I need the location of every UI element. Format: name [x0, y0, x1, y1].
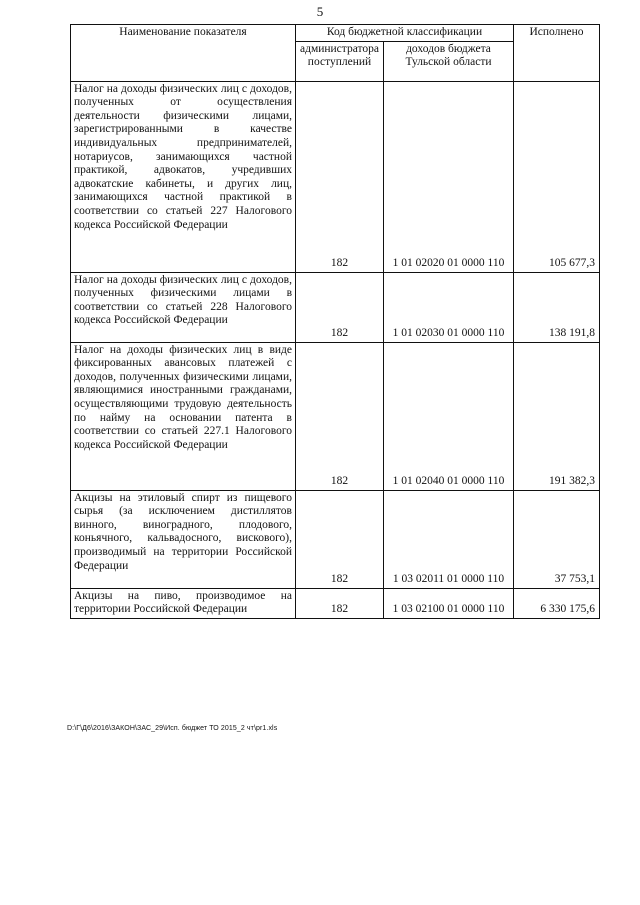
executed-value: 105 677,3 — [514, 81, 600, 272]
indicator-name: Акцизы на этиловый спирт из пищевого сырья (за исключением дистиллятов винного, виноградного, плодового, коньячного, кальвадосного, вискового), производимый на территории Российской Федерации — [71, 490, 296, 588]
admin-code: 182 — [296, 588, 384, 618]
header-classification-code: Код бюджетной классификации — [296, 25, 514, 42]
indicator-name: Акцизы на пиво, производимое на территории Российской Федерации — [71, 588, 296, 618]
revenue-code: 1 01 02040 01 0000 110 — [384, 342, 514, 490]
admin-code: 182 — [296, 272, 384, 342]
revenue-code: 1 01 02020 01 0000 110 — [384, 81, 514, 272]
admin-code: 182 — [296, 342, 384, 490]
admin-code: 182 — [296, 490, 384, 588]
indicator-name: Налог на доходы физических лиц в виде фиксированных авансовых платежей с доходов, полученных физическими лицами, являющимися иностранными гражданами, осуществляющими трудовую деятельность по найму на основании патента в соответствии со статьей 227.1 Налогового кодекса Российской Федерации — [71, 342, 296, 490]
executed-value: 138 191,8 — [514, 272, 600, 342]
table-row — [71, 490, 600, 588]
header-executed: Исполнено — [514, 25, 600, 82]
admin-code: 182 — [296, 81, 384, 272]
header-indicator-name: Наименование показателя — [71, 25, 296, 82]
file-path-footer: D:\Г\Д6\2016\ЗАКОН\ЗАС_29\Исп. бюджет ТО 2015_2 чт\pr1.xls — [67, 725, 278, 732]
table-row — [71, 81, 600, 272]
revenue-code: 1 03 02011 01 0000 110 — [384, 490, 514, 588]
budget-table — [70, 24, 600, 619]
indicator-name: Налог на доходы физических лиц с доходов, полученных от осуществления деятельности физическими лицами, зарегистрированными в качестве индивидуальных предпринимателей, нотариусов, занимающихся частной практикой, адвокатов, учредивших адвокатские кабинеты, и других лиц, занимающихся частной практикой в соответствии со статьей 227 Налогового кодекса Российской Федерации — [71, 81, 296, 272]
indicator-name: Налог на доходы физических лиц с доходов, полученных физическими лицами в соответствии со статьей 228 Налогового кодекса Российской Федерации — [71, 272, 296, 342]
header-administrator: администратора поступлений — [296, 41, 384, 81]
executed-value: 6 330 175,6 — [514, 588, 600, 618]
revenue-code: 1 03 02100 01 0000 110 — [384, 588, 514, 618]
executed-value: 191 382,3 — [514, 342, 600, 490]
table-row — [71, 342, 600, 490]
table-row — [71, 272, 600, 342]
executed-value: 37 753,1 — [514, 490, 600, 588]
table-row — [71, 588, 600, 618]
revenue-code: 1 01 02030 01 0000 110 — [384, 272, 514, 342]
page-number: 5 — [316, 4, 324, 19]
header-budget-revenue: доходов бюджета Тульской области — [384, 41, 514, 81]
